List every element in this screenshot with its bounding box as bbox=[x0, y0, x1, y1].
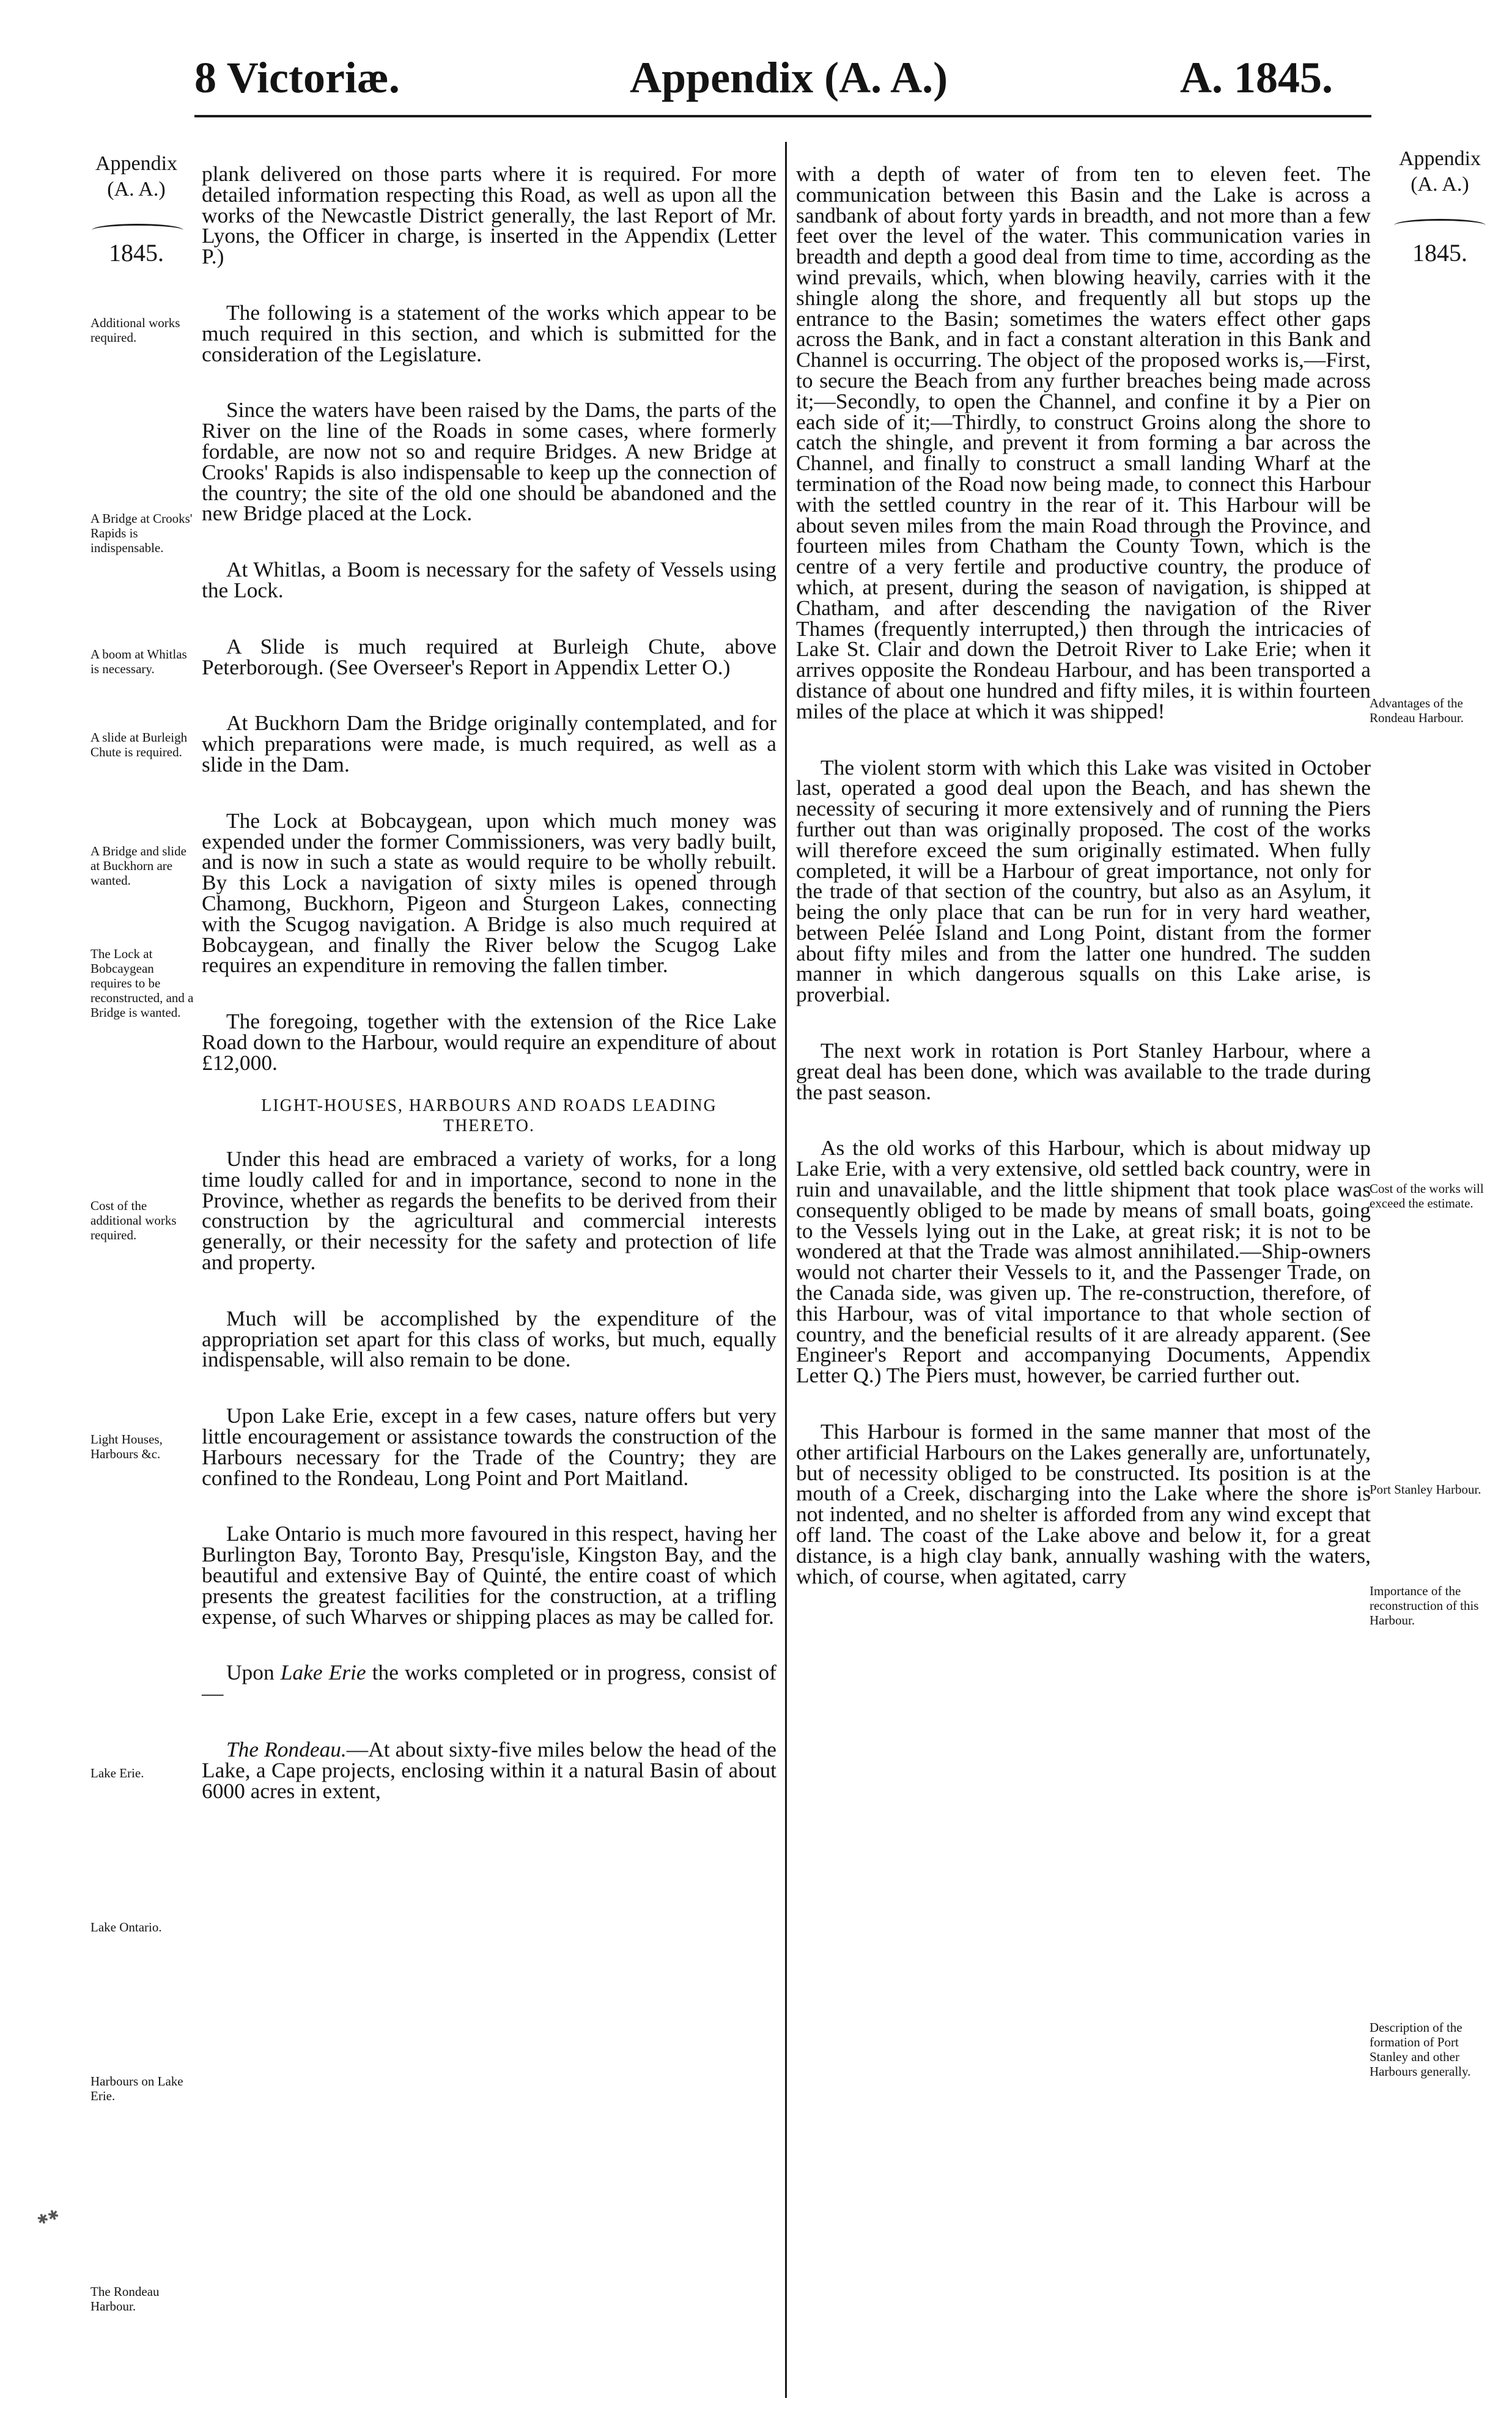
side-label-right-year: 1845. bbox=[1412, 239, 1467, 267]
side-label-left-code: (A. A.) bbox=[107, 178, 166, 201]
side-label-right-code: (A. A.) bbox=[1411, 173, 1469, 196]
side-label-right-brace bbox=[1394, 219, 1486, 232]
margin-note: The Rondeau Harbour. bbox=[90, 2284, 160, 2314]
margin-note: A Bridge and slide at Buckhorn are wanted. bbox=[90, 844, 186, 888]
paragraph: A Slide is much required at Burleigh Chute, above Peterborough. (See Overseer's Report in Appendix Letter O.) bbox=[202, 633, 776, 679]
paragraph bbox=[202, 1662, 776, 1704]
paragraph: The following is a statement of the works which appear to be much required in this section, and which is submitted for the consideration of the Legislature. bbox=[202, 300, 776, 366]
paragraph: Since the waters have been raised by the Dams, the parts of the River on the line of the Roads in some cases, where formerly fordable, are now not so and require Bridges. A new Bridge at Crooks' Rapids is also indispensable to keep up the connection of the country; the site of the old one should be abandoned and the new Bridge placed at the Lock. bbox=[202, 397, 776, 526]
right-column bbox=[796, 161, 1371, 1609]
paragraph: At Buckhorn Dam the Bridge originally contemplated, and for which preparations were made, is much required, as well as a slide in the Dam. bbox=[202, 710, 776, 776]
paragraph: The next work in rotation is Port Stanley Harbour, where a great deal has been done, which was available to the trade during the past season. bbox=[796, 1038, 1371, 1104]
margin-note: Port Stanley Harbour. bbox=[1370, 1482, 1481, 1497]
paragraph: Under this head are embraced a variety of works, for a long time loudly called for and in importance, second to none in the Province, whether as regards the benefits to be derived from their construction by the agricultural and commercial interests generally, or their necessity for the safety and protection of life and property. bbox=[202, 1146, 776, 1275]
paragraph: Much will be accomplished by the expenditure of the appropriation set apart for this class of works, but much, equally indispensable, will also remain to be done. bbox=[202, 1305, 776, 1372]
header-title: Appendix (A. A.) bbox=[630, 53, 948, 102]
margin-note: Light Houses, Harbours &c. bbox=[90, 1432, 163, 1461]
margin-note: A Bridge at Crooks' Rapids is indispensable. bbox=[90, 511, 193, 555]
margin-note: A boom at Whitlas is necessary. bbox=[90, 647, 187, 676]
margin-note: Importance of the reconstruction of this Harbour. bbox=[1370, 1584, 1479, 1628]
side-label-left-year: 1845. bbox=[109, 239, 164, 267]
header-rule bbox=[194, 115, 1371, 117]
margin-note: Advantages of the Rondeau Harbour. bbox=[1370, 696, 1464, 725]
ink-blot: ✱✱ bbox=[34, 2206, 62, 2229]
text-run: Upon bbox=[226, 1660, 281, 1685]
paragraph: plank delivered on those parts where it is required. For more detailed information respecting this Road, as well as upon all the works of the Newcastle District generally, the last Report of Mr. Lyons, the Officer in charge, is inserted in the Appendix (Letter P.) bbox=[202, 161, 776, 269]
header-year: A. 1845. bbox=[1180, 53, 1333, 102]
italic-run: Lake Erie bbox=[280, 1660, 366, 1685]
paragraph: The foregoing, together with the extension of the Rice Lake Road down to the Harbour, would require an expenditure of about £12,000. bbox=[202, 1009, 776, 1075]
margin-note: Harbours on Lake Erie. bbox=[90, 2074, 183, 2103]
side-label-left-appendix: Appendix bbox=[95, 152, 178, 175]
margin-note: Lake Erie. bbox=[90, 1766, 144, 1780]
header-session: 8 Victoriæ. bbox=[194, 53, 400, 102]
margin-note: Description of the formation of Port Stanley and other Harbours generally. bbox=[1370, 2020, 1471, 2079]
margin-note: Cost of the additional works required. bbox=[90, 1198, 177, 1242]
margin-note: Cost of the works will exceed the estimate. bbox=[1370, 1181, 1484, 1211]
paragraph bbox=[202, 1739, 776, 1801]
column-divider bbox=[785, 142, 787, 2398]
paragraph: The violent storm with which this Lake was visited in October last, operated a good deal upon the Beach, and has shewn the necessity of securing it more extensively and of running the Piers further out than was originally proposed. The cost of the works will therefore exceed the sum originally estimated. When fully completed, it will be a Harbour of great importance, not only for the trade of that section of the country, but also as an Asylum, it being the only place that can be run for in very hard weather, between Pelée Island and Long Point, distant from the former about fifty miles and from the latter one hundred. The sudden manner in which dangerous squalls on this Lake arise, is proverbial. bbox=[796, 754, 1371, 1007]
paragraph: Lake Ontario is much more favoured in this respect, having her Burlington Bay, Toronto Bay, Presqu'isle, Kingston Bay, and the beautiful and extensive Bay of Quinté, the entire coast of which presents the greatest facilities for the construction, at a trifling expense, of such Wharves or shipping places as may be called for. bbox=[202, 1521, 776, 1629]
margin-note: Lake Ontario. bbox=[90, 1920, 162, 1934]
left-column bbox=[202, 161, 777, 1823]
margin-note: The Lock at Bobcaygean requires to be reconstructed, and a Bridge is wanted. bbox=[90, 946, 194, 1020]
margin-note: A slide at Burleigh Chute is required. bbox=[90, 730, 188, 759]
text-run: the works completed or in progress, consist of— bbox=[202, 1660, 777, 1706]
side-label-right-appendix: Appendix bbox=[1398, 147, 1481, 170]
paragraph: At Whitlas, a Boom is necessary for the safety of Vessels using the Lock. bbox=[202, 557, 776, 602]
paragraph: with a depth of water of from ten to eleven feet. The communication between this Basin and the Lake is across a sandbank of about forty yards in breadth, and not more than a few feet over the level of the water. This communication varies in breadth and depth a good deal from time to time, according as the wind prevails, which, when blowing heavily, carries with it the shingle along the shore, and frequently all but stops up the entrance to the Basin; sometimes the waters effect other gaps across the Bank, and in fact a constant alteration in this Bank and Channel is occurring. The object of the proposed works is,—First, to secure the Beach from any further breaches being made across it;—Secondly, to open the Channel, and confine it by a Pier on each side of it;—Thirdly, to construct Groins along the shore to catch the shingle, and prevent it from forming a bar across the Channel, and finally to construct a small landing Wharf at the termination of the Road now being made, to connect this Harbour with the settled country in the rear of it. This Harbour will be about seven miles from the main Road through the Province, and fourteen miles from Chatham the County Town, which is the centre of a very fertile and productive country, the produce of which, at present, during the season of navigation, is shipped at Chatham, and after descending the navigation of the River Thames (frequently interrupted,) then through the intricacies of Lake St. Clair and down the Detroit River to Lake Erie; when it arrives opposite the Rondeau Harbour, and has been transported a distance of about one hundred and fifty miles, it is within fourteen miles of the place at which it was shipped! bbox=[796, 161, 1371, 723]
text-run: —At about sixty-five miles below the head of the Lake, a Cape projects, enclosing within it a natural Basin of about 6000 acres in extent, bbox=[202, 1737, 777, 1803]
side-label-left-brace bbox=[92, 224, 183, 237]
margin-note: Additional works required. bbox=[90, 315, 180, 345]
paragraph: This Harbour is formed in the same manner that most of the other artificial Harbours on the Lakes generally are, unfortunately, but of necessity obliged to be constructed. Its position is at the mouth of a Creek, discharging into the Lake where the shore is not indented, and no shelter is afforded from any wind except that off land. The coast of the Lake above and below it, for a great distance, is a high clay bank, annually washing with the waters, which, of course, when agitated, carry bbox=[796, 1419, 1371, 1588]
paragraph: As the old works of this Harbour, which is about midway up Lake Erie, with a very extensive, old settled back country, were in ruin and unavailable, and the little shipment that took place was consequently obliged to be made by means of small boats, going to the Vessels lying out in the Lake, at great risk; it is not to be wondered at that the Trade was almost annihilated.—Ship-owners would not charter their Vessels to it, and the Passenger Trade, on the Canada side, was given up. The re-construction, therefore, of this Harbour, was of vital importance to that whole section of country, and the beneficial results of it are already apparent. (See Engineer's Report and accompanying Documents, Appendix Letter Q.) The Piers must, however, be carried further out. bbox=[796, 1135, 1371, 1388]
paragraph: Upon Lake Erie, except in a few cases, nature offers but very little encouragement or assistance towards the construction of the Harbours necessary for the Trade of the Country; they are confined to the Rondeau, Long Point and Port Maitland. bbox=[202, 1403, 776, 1490]
paragraph: The Lock at Bobcaygean, upon which much money was expended under the former Commissioners, was very badly built, and is now in such a state as would require to be wholly rebuilt. By this Lock a navigation of sixty miles is opened through Chamong, Buckhorn, Pigeon and Sturgeon Lakes, connecting with the Scugog navigation. A Bridge is also much required at Bobcaygean, and finally the River below the Scugog Lake requires an expenditure in removing the fallen timber. bbox=[202, 808, 776, 978]
italic-run: The Rondeau. bbox=[226, 1737, 347, 1762]
section-heading: LIGHT-HOUSES, HARBOURS AND ROADS LEADING THERETO. bbox=[261, 1096, 717, 1136]
